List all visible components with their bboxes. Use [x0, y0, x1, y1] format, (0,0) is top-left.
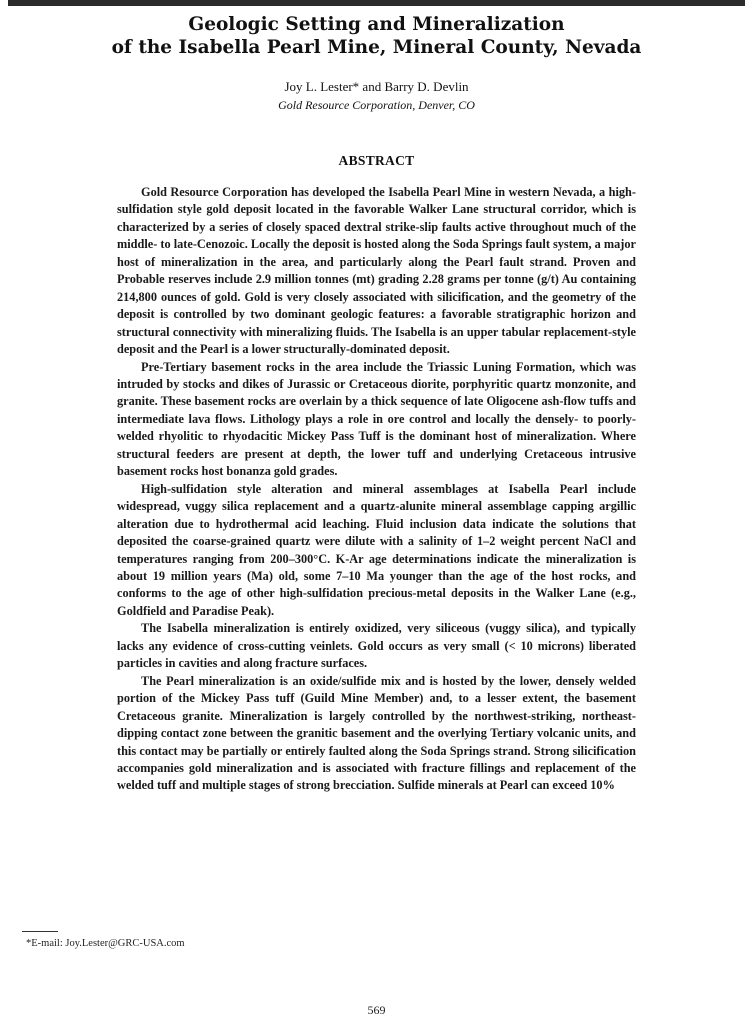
page-number: 569 [367, 1003, 386, 1017]
abstract-paragraph-1: Gold Resource Corporation has developed the Isabella Pearl Mine in western Nevada, a high-sulfidation style gold deposit located in the favorable Walker Lane structural corridor, which is characterized by a series of closely spaced dextral strike-slip faults active throughout much of the middle- to late-Cenozoic. Locally the deposit is hosted along the Soda Springs fault system, a major host of mineralization in the area, and particularly along the Pearl fault strand. Proven and Probable reserves include 2.9 million tonnes (mt) grading 2.28 grams per tonne (g/t) Au containing 214,800 ounces of gold. Gold is very closely associated with silicification, and the geometry of the deposit is controlled by two dominant geologic features: a favorable stratigraphic horizon and structural connectivity with mineralizing fluids. The Isabella is an upper tabular replacement-style deposit and the Pearl is a lower structurally-dominated deposit. [117, 185, 636, 357]
paper-title [60, 13, 693, 59]
affiliation: Gold Resource Corporation, Denver, CO [278, 98, 475, 112]
footnote-rule [22, 931, 58, 932]
abstract-paragraph-4: The Isabella mineralization is entirely oxidized, very siliceous (vuggy silica), and typically lacks any evidence of cross-cutting veinlets. Gold occurs as very small (< 10 microns) liberated particles in cavities and along fracture surfaces. [117, 621, 636, 671]
authors: Joy L. Lester* and Barry D. Devlin [284, 79, 469, 94]
abstract-paragraph-5: The Pearl mineralization is an oxide/sulfide mix and is hosted by the lower, densely welded portion of the Mickey Pass tuff (Guild Mine Member) and, to a lesser extent, the basement Cretaceous granite. Mineralization is largely controlled by the northwest-striking, northeast-dipping contact zone between the granitic basement and the overlying Tertiary volcanic units, and this contact may be partially or entirely faulted along the Soda Springs strand. Strong silicification accompanies gold mineralization and is associated with fracture fillings and replacement of the welded tuff and multiple stages of strong brecciation. Sulfide minerals at Pearl can exceed 10% [117, 673, 636, 793]
abstract-heading: ABSTRACT [338, 153, 415, 168]
abstract-body [117, 184, 636, 795]
top-rule [8, 0, 745, 6]
abstract-paragraph-3: High-sulfidation style alteration and mineral assemblages at Isabella Pearl include widespread, vuggy silica replacement and a quartz-alunite mineral assemblage capping argillic alteration due to hydrothermal acid leaching. Fluid inclusion data indicate the solutions that deposited the coarse-grained quartz were dilute with a salinity of 1–2 weight percent NaCl and temperatures ranging from 200–300°C. K-Ar age determinations indicate the mineralization is about 19 million years (Ma) old, some 7–10 Ma younger than the age of the host rocks, and conforms to the age of other high-sulfidation precious-metal deposits in the Walker Lane (e.g., Goldfield and Paradise Peak). [117, 481, 636, 618]
abstract-paragraph-2: Pre-Tertiary basement rocks in the area include the Triassic Luning Formation, which was intruded by stocks and dikes of Jurassic or Cretaceous diorite, porphyritic quartz monzonite, and granite. These basement rocks are overlain by a thick sequence of late Oligocene ash-flow tuffs and intermediate lava flows. Lithology plays a role in ore control and locally the densely- to poorly-welded rhyolitic to rhyodacitic Mickey Pass Tuff is the dominant host of mineralization. Where structural feeders are present at depth, the lower tuff and underlying Cretaceous intrusive basement rocks host bonanza gold grades. [117, 359, 636, 479]
title-line-1: Geologic Setting and Mineralization [188, 14, 565, 35]
footnote-email: *E-mail: Joy.Lester@GRC-USA.com [26, 938, 185, 949]
title-line-2: of the Isabella Pearl Mine, Mineral County, Nevada [111, 37, 642, 58]
